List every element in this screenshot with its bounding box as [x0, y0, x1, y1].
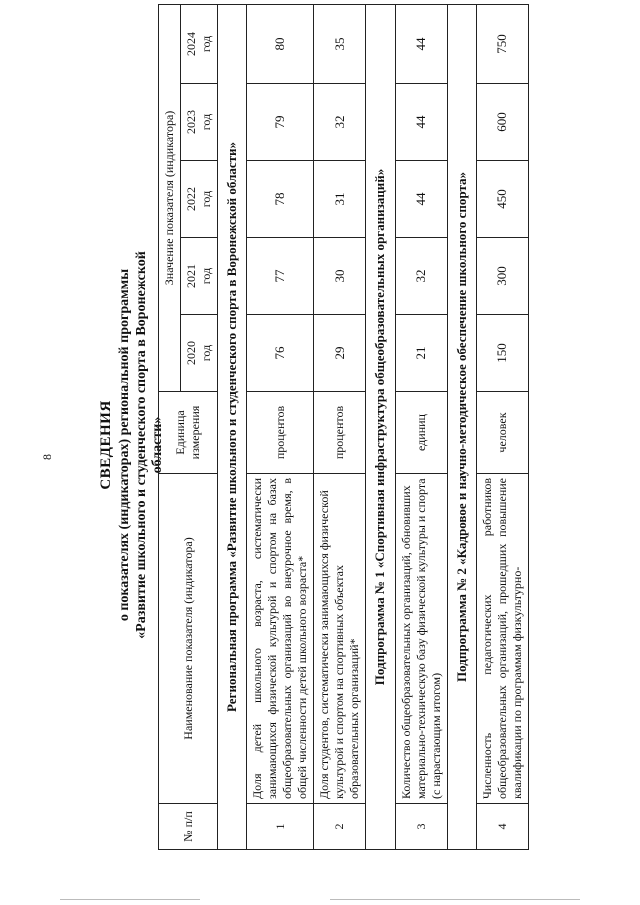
indicator-unit: процентов: [247, 392, 314, 474]
scan-artifact-line: [330, 899, 580, 900]
year-header: 2020 год: [181, 315, 218, 392]
value-2022: 31: [314, 161, 366, 238]
section-row: [366, 4, 395, 849]
value-2024: 750: [476, 4, 528, 83]
value-2020: 29: [314, 315, 366, 392]
year-header: 2022 год: [181, 161, 218, 238]
scan-artifact-line: [60, 899, 200, 900]
value-2021: 30: [314, 238, 366, 315]
row-number: 4: [476, 804, 528, 850]
value-2024: 35: [314, 4, 366, 83]
document-subtitle: о показателях (индикаторах) региональной программы: [117, 268, 132, 622]
col-header-name: Наименование показателя (индикатора): [159, 474, 218, 804]
indicators-table: [158, 4, 529, 850]
value-2020: 150: [476, 315, 528, 392]
table-row: [476, 4, 528, 849]
section-title: Подпрограмма № 2 «Кадровое и научно-методическое обеспечение школьного спорта»: [447, 4, 476, 849]
value-2023: 44: [395, 84, 447, 161]
section-title: Региональная программа «Развитие школьного и студенческого спорта в Воронежской области»: [218, 4, 247, 849]
table-row: [314, 4, 366, 849]
value-2023: 32: [314, 84, 366, 161]
value-2024: 80: [247, 4, 314, 83]
document-title: СВЕДЕНИЯ: [98, 400, 114, 490]
table-row: [395, 4, 447, 849]
indicator-name: Доля детей школьного возраста, систематически занимающихся физической культурой и спортом на базах общеобразовательных организаций во внеурочное время, в общей численности детей школьного возраста*: [247, 474, 314, 804]
year-header: 2021 год: [181, 238, 218, 315]
value-2024: 44: [395, 4, 447, 83]
row-number: 1: [247, 804, 314, 850]
year-header: 2024 год: [181, 4, 218, 83]
indicator-unit: процентов: [314, 392, 366, 474]
value-2022: 450: [476, 161, 528, 238]
indicator-name: Численность педагогических работников общеобразовательных организаций, прошедших повышение квалификации по программам физкультурно-: [476, 474, 528, 804]
page-number: 8: [40, 454, 54, 460]
row-number: 3: [395, 804, 447, 850]
section-row: [447, 4, 476, 849]
table-row: [247, 4, 314, 849]
value-2021: 32: [395, 238, 447, 315]
year-header: 2023 год: [181, 84, 218, 161]
value-2022: 78: [247, 161, 314, 238]
col-header-values: Значение показателя (индикатора): [159, 4, 181, 391]
indicator-unit: единиц: [395, 392, 447, 474]
indicator-unit: человек: [476, 392, 528, 474]
section-title: Подпрограмма № 1 «Спортивная инфраструктура общеобразовательных организаций»: [366, 4, 395, 849]
value-2021: 300: [476, 238, 528, 315]
indicator-name: Доля студентов, систематически занимающихся физической культурой и спортом на спортивных объектах образовательных организаций*: [314, 474, 366, 804]
program-name: «Развитие школьного и студенческого спорта в Воронежской области»: [134, 251, 165, 639]
value-2023: 600: [476, 84, 528, 161]
value-2023: 79: [247, 84, 314, 161]
indicators-table-wrap: [158, 5, 529, 850]
col-header-no: № п/п: [159, 804, 218, 850]
value-2022: 44: [395, 161, 447, 238]
col-header-unit: Единица измерения: [159, 392, 218, 474]
section-row: [218, 4, 247, 849]
row-number: 2: [314, 804, 366, 850]
header-row-1: [159, 4, 181, 849]
value-2021: 77: [247, 238, 314, 315]
value-2020: 21: [395, 315, 447, 392]
value-2020: 76: [247, 315, 314, 392]
indicator-name: Количество общеобразовательных организаций, обновивших материально-техническую базу физической культуры и спорта (с нарастающим итогом): [395, 474, 447, 804]
